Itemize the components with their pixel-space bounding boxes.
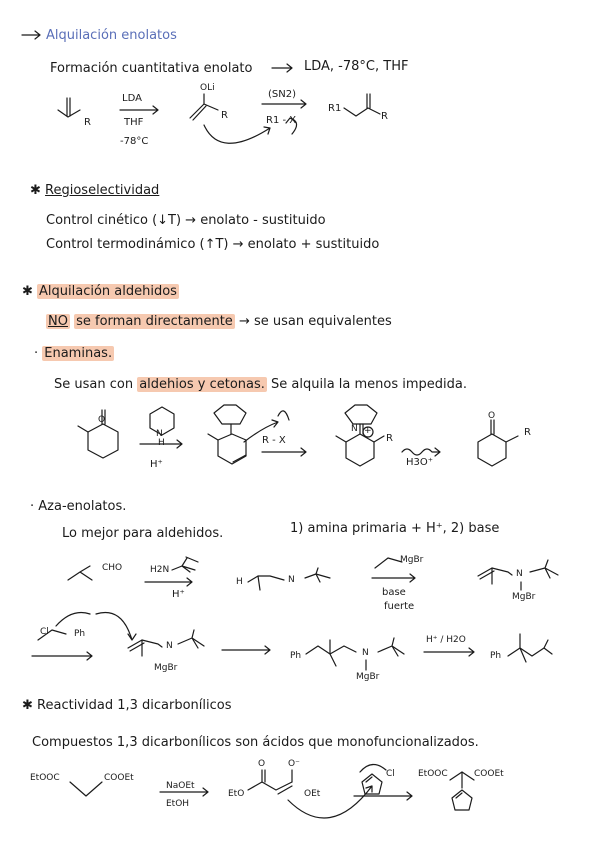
oet-label: OEt xyxy=(304,789,321,799)
ph-label: Ph xyxy=(490,651,502,661)
fuerte-label: fuerte xyxy=(384,601,415,612)
reaction-arrow xyxy=(32,652,92,660)
mgbr-label: MgBr xyxy=(400,555,424,565)
grignard-structure xyxy=(375,558,402,568)
n-label: N xyxy=(516,569,523,579)
etooc-label: EtOOC xyxy=(418,769,448,779)
base-label: base xyxy=(382,587,406,598)
n-label: N xyxy=(351,424,358,434)
oli-label: OLi xyxy=(200,83,215,93)
thermo-control: Control termodinámico (↑T) → enolato + sustituido xyxy=(46,237,380,252)
reaction-arrow xyxy=(222,646,270,654)
n-label: N xyxy=(166,641,173,651)
n-label: N xyxy=(156,429,163,439)
page-title: Alquilación enolatos xyxy=(46,28,177,43)
product-ketone-structure xyxy=(344,94,380,116)
r-label: R xyxy=(221,110,228,121)
mgbr-label: MgBr xyxy=(356,672,380,682)
reaction-arrow xyxy=(354,792,412,800)
curved-arrow xyxy=(278,411,289,420)
reaction-arrow xyxy=(262,100,306,108)
mgbr-label: MgBr xyxy=(154,663,178,673)
aza-heading: · Aza-enolatos. xyxy=(30,499,127,514)
o-minus-label: O⁻ xyxy=(288,759,300,769)
regio-heading: ✱ Regioselectividad xyxy=(30,183,160,198)
cooet-label: COOEt xyxy=(474,769,504,779)
mgbr-label: MgBr xyxy=(512,592,536,602)
cooet-label: COOEt xyxy=(104,773,134,783)
n-label: N xyxy=(288,575,295,585)
etoh-label: EtOH xyxy=(166,799,190,809)
tbutylamine-structure xyxy=(172,557,198,572)
not-direct-line: NO se forman directamente → se usan equivalentes xyxy=(48,314,392,329)
title-arrow-icon xyxy=(22,31,40,39)
h-label: H xyxy=(236,577,243,587)
iminium-structure xyxy=(336,405,384,466)
temp-label: -78°C xyxy=(120,136,149,147)
alkylated-ketone-structure xyxy=(478,420,518,466)
alkylated-imine-structure xyxy=(306,638,404,670)
thf-label: THF xyxy=(124,117,144,128)
curved-arrow xyxy=(204,125,270,143)
o-label: O xyxy=(258,759,266,769)
alkyl-halide-label: R - X xyxy=(262,435,286,446)
cho-label: CHO xyxy=(102,563,123,573)
amine-label: H2N xyxy=(150,565,170,575)
reaction-arrow xyxy=(120,106,158,114)
hplus-label: H⁺ xyxy=(150,459,163,470)
sn2-label: (SN2) xyxy=(268,89,296,100)
aza-steps: 1) amina primaria + H⁺, 2) base xyxy=(290,521,500,536)
cl-label: Cl xyxy=(40,627,49,637)
arrow-icon xyxy=(272,64,292,72)
curved-arrow xyxy=(288,786,372,818)
sec1-line: Formación cuantitativa enolato xyxy=(50,61,253,76)
reaction-arrow xyxy=(372,574,415,582)
o-label: O xyxy=(488,411,496,421)
lda-label: LDA xyxy=(122,93,142,104)
aldehyde-heading: ✱ Alquilación aldehidos xyxy=(22,284,177,299)
eto-label: EtO xyxy=(228,789,245,799)
h-label: H xyxy=(158,438,165,448)
h3o-label: H3O⁺ xyxy=(406,457,434,468)
hplus-label: H⁺ xyxy=(172,589,185,600)
enolate-structure xyxy=(190,94,218,120)
substituted-malonate-structure xyxy=(450,772,474,810)
enamine-structure xyxy=(208,405,246,464)
reaction-arrow xyxy=(424,648,474,656)
o-label: O xyxy=(98,415,106,425)
dicarbonyl-line: Compuestos 1,3 dicarbonílicos son ácidos que monofuncionalizados. xyxy=(32,735,479,750)
kinetic-control: Control cinético (↓T) → enolato - sustituido xyxy=(46,213,326,228)
diethyl-malonate-structure xyxy=(70,782,102,796)
h3o-label: H⁺ / H2O xyxy=(426,635,466,645)
aldehyde-product-structure xyxy=(508,634,552,662)
plus-label: + xyxy=(364,426,372,436)
isobutyraldehyde-structure xyxy=(68,566,92,580)
alkyl-halide-label: R1 - X xyxy=(266,115,297,126)
etooc-label: EtOOC xyxy=(30,773,60,783)
curved-arrow xyxy=(360,764,386,772)
r-label: R xyxy=(381,111,388,122)
reaction-arrow xyxy=(145,578,192,586)
wavy-arrow xyxy=(402,448,440,456)
r1-label: R1 xyxy=(328,103,342,114)
dicarbonyl-heading: ✱ Reactividad 1,3 dicarbonílicos xyxy=(22,698,232,713)
enamine-line: Se usan con aldehios y cetonas. Se alquila la menos impedida. xyxy=(54,377,468,392)
enaminas-heading: · Enaminas. xyxy=(34,346,113,361)
sec1-conditions: LDA, -78°C, THF xyxy=(304,59,409,74)
ketone-structure xyxy=(58,98,80,117)
ph-label: Ph xyxy=(290,651,302,661)
n-label: N xyxy=(362,648,369,658)
curved-arrow xyxy=(96,612,136,640)
r-label: R xyxy=(386,433,393,444)
r-label: R xyxy=(524,427,531,438)
curved-arrow xyxy=(56,613,90,627)
naoet-label: NaOEt xyxy=(166,781,195,791)
aza-line: Lo mejor para aldehidos. xyxy=(62,526,224,541)
ph-label: Ph xyxy=(74,629,86,639)
r-label: R xyxy=(84,117,91,128)
reaction-arrow xyxy=(262,448,306,456)
enolate-malonate-structure xyxy=(248,770,292,794)
cl-label: Cl xyxy=(386,769,395,779)
